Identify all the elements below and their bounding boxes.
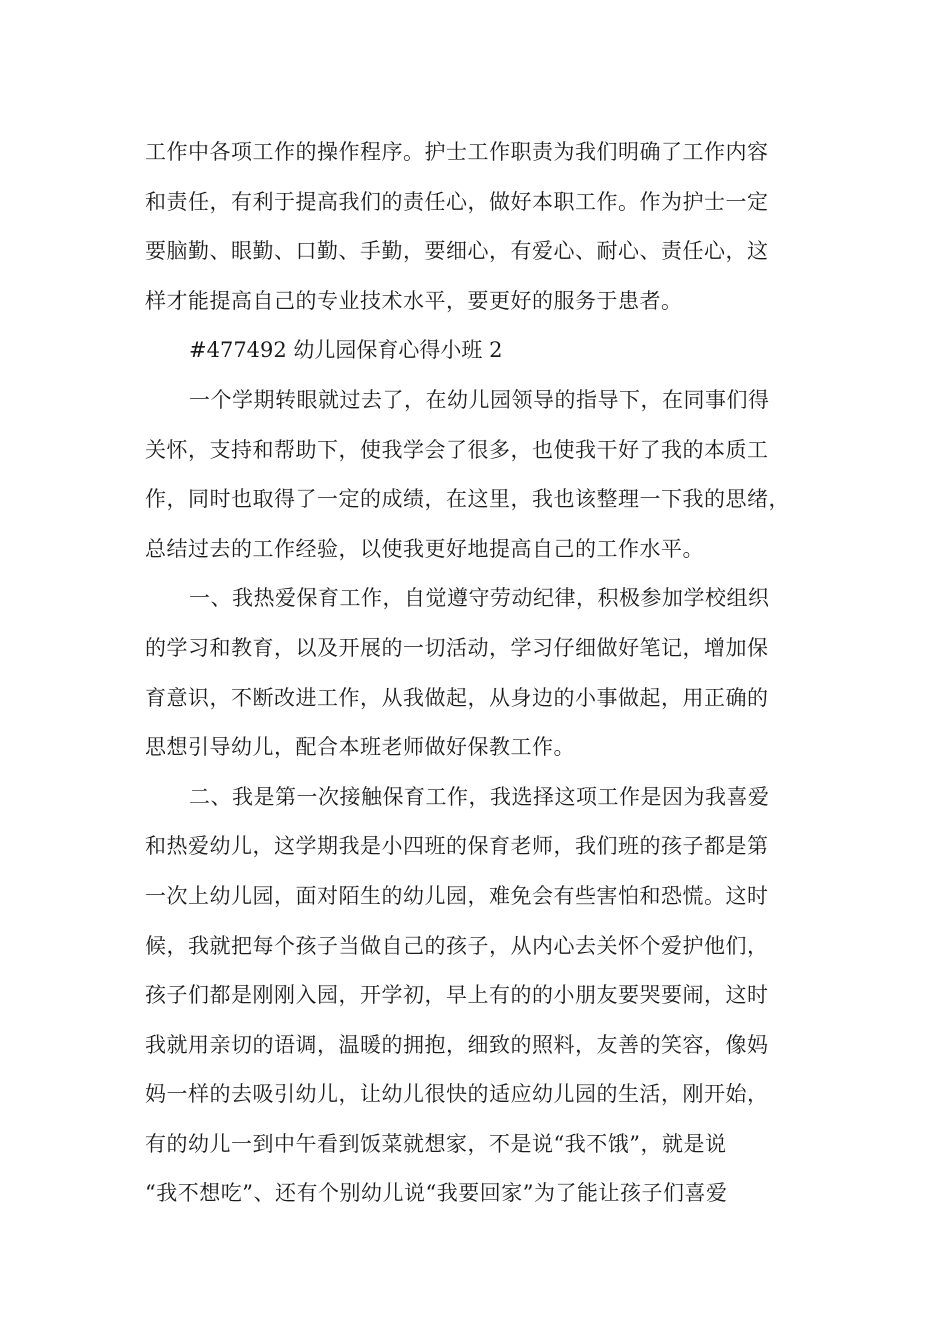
text-line: 思想引导幼儿，配合本班老师做好保教工作。 [145, 735, 575, 760]
text-line: 育意识，不断改进工作，从我做起，从身边的小事做起，用正确的 [145, 685, 769, 710]
text-line: 一个学期转眼就过去了，在幼儿园领导的指导下，在同事们得 [189, 387, 770, 412]
text-line: 样才能提高自己的专业技术水平，要更好的服务于患者。 [145, 288, 683, 313]
text-line: 要脑勤、眼勤、口勤、手勤，要细心，有爱心、耐心、责任心，这 [145, 239, 769, 264]
text-line: 和热爱幼儿，这学期我是小四班的保育老师，我们班的孩子都是第 [145, 834, 769, 859]
text-line: 我就用亲切的语调，温暖的拥抱，细致的照料，友善的笑容，像妈 [145, 1032, 769, 1057]
text-line: 孩子们都是刚刚入园，开学初，早上有的的小朋友要哭要闹，这时 [145, 983, 769, 1008]
section-heading: #477492 幼儿园保育心得小班 2 [189, 338, 503, 363]
text-line: 的学习和教育，以及开展的一切活动，学习仔细做好笔记，增加保 [145, 635, 769, 660]
text-line: 一、我热爱保育工作，自觉遵守劳动纪律，积极参加学校组织 [189, 586, 770, 611]
text-line: 一次上幼儿园，面对陌生的幼儿园，难免会有些害怕和恐慌。这时 [145, 883, 769, 908]
text-line: 和责任，有利于提高我们的责任心，做好本职工作。作为护士一定 [145, 189, 769, 214]
text-line: 工作中各项工作的操作程序。护士工作职责为我们明确了工作内容 [145, 140, 769, 164]
text-line: 关怀，支持和帮助下，使我学会了很多，也使我干好了我的本质工 [145, 437, 769, 462]
document-body [145, 128, 810, 1219]
text-line: 候，我就把每个孩子当做自己的孩子，从内心去关怀个爱护他们， [145, 933, 769, 958]
text-line: 妈一样的去吸引幼儿，让幼儿很快的适应幼儿园的生活，刚开始， [145, 1082, 769, 1107]
text-line: 总结过去的工作经验，以使我更好地提高自己的工作水平。 [145, 536, 704, 561]
text-line: “我不想吃”、还有个别幼儿说“我要回家”为了能让孩子们喜爱 [145, 1181, 728, 1206]
text-line: 作，同时也取得了一定的成绩，在这里，我也该整理一下我的思绪， [145, 487, 790, 512]
text-line: 有的幼儿一到中午看到饭菜就想家，不是说“我不饿”，就是说 [145, 1131, 727, 1156]
text-line: 二、我是第一次接触保育工作，我选择这项工作是因为我喜爱 [189, 784, 770, 809]
